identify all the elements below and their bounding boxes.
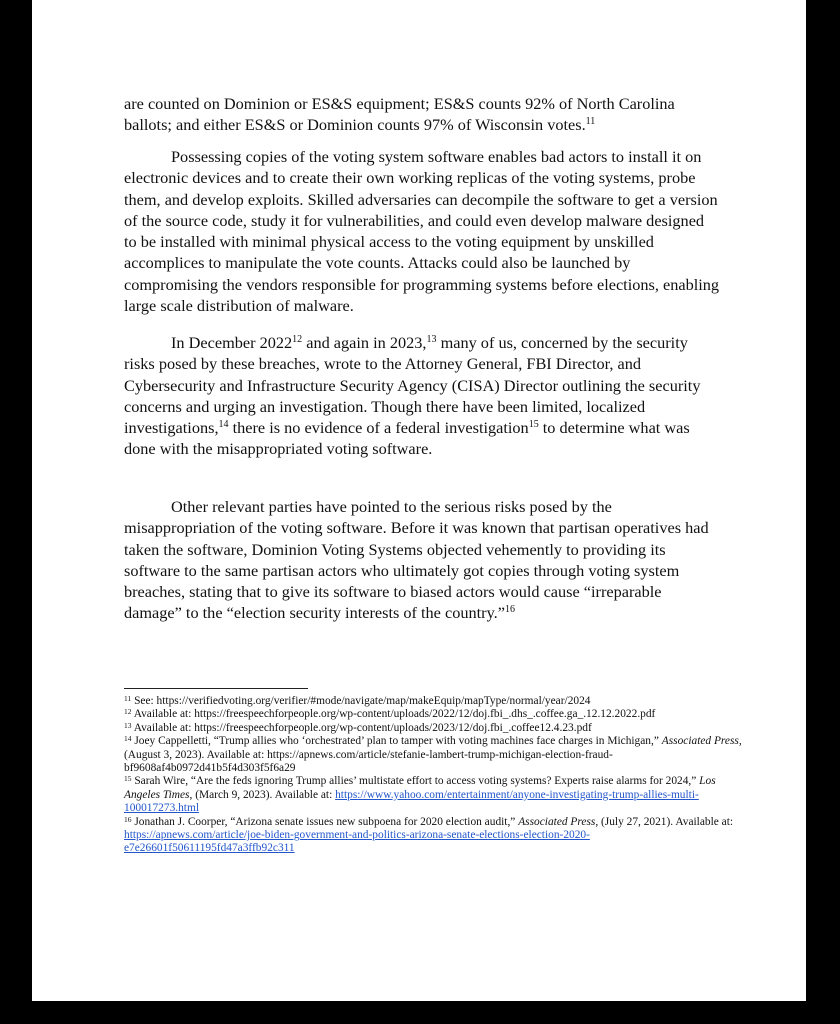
document-page bbox=[32, 0, 806, 1001]
footnotes-section bbox=[124, 695, 744, 856]
footnote-16 bbox=[124, 816, 744, 856]
footnote-ref-15[interactable]: 15 bbox=[528, 419, 539, 431]
footnote-divider bbox=[124, 688, 308, 689]
paragraph-3-text-c: many of us, concerned by the security risks posed by these breaches, wrote to the Attorney General, FBI Director, and Cybersecurity and Infrastructure Security Agency (CISA) Director outlining the security concerns and urging an investigation. Though there have been limited, localized investigations, bbox=[124, 333, 701, 438]
footnote-text: Joey Cappelletti, “Trump allies who ‘orchestrated’ plan to tamper with voting machines face charges in Michigan,” bbox=[131, 735, 662, 748]
footnote-text: Available at: https://freespeechforpeople.org/wp-content/uploads/2023/12/doj.fbi_.coffee12.4.23.pdf bbox=[131, 721, 592, 734]
footnote-ref-12[interactable]: 12 bbox=[292, 334, 303, 345]
footnote-number: 12 bbox=[124, 707, 132, 717]
paragraph-4-text: Other relevant parties have pointed to the serious risks posed by the misappropriation of the voting software. Before it was known that partisan operatives had taken the software, Dominion Voting Systems objected vehemently to providing its software to the same partisan actors who ultimately got copies through voting system breaches, stating that to give its software to biased actors would cause “irreparable damage” to the “election security interests of the country.” bbox=[124, 497, 709, 623]
paragraph-3 bbox=[124, 332, 720, 460]
footnote-number: 11 bbox=[124, 694, 132, 703]
paragraph-3-text-b: and again in 2023, bbox=[302, 333, 427, 352]
footnote-text: Jonathan J. Coorper, “Arizona senate issues new subpoena for 2020 election audit,” bbox=[131, 815, 519, 828]
paragraph-3-text-d: there is no evidence of a federal investigation bbox=[228, 418, 529, 438]
footnote-source: Los Angeles Times bbox=[124, 775, 716, 801]
footnote-11 bbox=[124, 695, 744, 708]
footnote-ref-13[interactable]: 13 bbox=[426, 334, 437, 345]
footnote-link[interactable]: https://www.yahoo.com/entertainment/anyone-investigating-trump-allies-multi-100017273.html bbox=[124, 788, 699, 815]
footnote-source: Associated Press bbox=[661, 735, 739, 748]
paragraph-2 bbox=[124, 146, 720, 316]
footnote-number: 15 bbox=[124, 774, 132, 784]
footnote-15 bbox=[124, 775, 744, 815]
footnote-ref-11[interactable]: 11 bbox=[585, 116, 596, 128]
footnote-ref-14[interactable]: 14 bbox=[218, 419, 229, 431]
footnote-source: Associated Press bbox=[518, 815, 596, 828]
footnote-number: 13 bbox=[124, 720, 132, 730]
paragraph-1 bbox=[124, 93, 720, 136]
footnote-text: , (July 27, 2021). Available at: bbox=[595, 815, 734, 828]
footnote-text: Available at: https://freespeechforpeople.org/wp-content/uploads/2022/12/doj.fbi_.dhs_.coffee.ga_.12.12.2022.pdf bbox=[131, 708, 656, 721]
footnote-text: , (March 9, 2023). Available at: bbox=[189, 788, 336, 801]
footnote-14 bbox=[124, 735, 744, 775]
footnote-13 bbox=[124, 722, 744, 735]
footnote-text: Sarah Wire, “Are the feds ignoring Trump allies’ multistate effort to access voting systems? Experts raise alarms for 2024,” bbox=[131, 775, 700, 788]
paragraph-1-text: are counted on Dominion or ES&S equipment; ES&S counts 92% of North Carolina ballots; and either ES&S or Dominion counts 97% of Wisconsin votes. bbox=[124, 94, 675, 135]
footnote-12 bbox=[124, 708, 744, 721]
footnote-text: See: https://verifiedvoting.org/verifier/#mode/navigate/map/makeEquip/mapType/normal/year/2024 bbox=[131, 695, 591, 707]
footnote-ref-16[interactable]: 16 bbox=[504, 604, 515, 616]
footnote-link[interactable]: https://apnews.com/article/joe-biden-government-and-politics-arizona-senate-elections-election-2020-e7e26601f50611195fd47a3ffb92c311 bbox=[124, 829, 590, 855]
paragraph-3-text-a: In December 2022 bbox=[171, 333, 293, 352]
footnote-number: 16 bbox=[124, 814, 132, 824]
footnote-number: 14 bbox=[124, 734, 132, 744]
paragraph-3-text-e: to determine what was done with the misappropriated voting software. bbox=[124, 418, 690, 459]
paragraph-2-text: Possessing copies of the voting system software enables bad actors to install it on electronic devices and to create their own working replicas of the voting systems, probe them, and develop exploits. Skilled adversaries can decompile the software to get a version of the source code, study it for vulnerabilities, and could even develop malware designed to be installed with minimal physical access to the voting equipment by unskilled accomplices to manipulate the vote counts. Attacks could also be launched by compromising the vendors responsible for programming systems before elections, enabling large scale distribution of malware. bbox=[124, 147, 720, 316]
footnote-text: , (August 3, 2023). Available at: https://apnews.com/article/stefanie-lambert-trump-michigan-election-fraud-bf9608af4b0972d41b5f4d303f5f6a29 bbox=[124, 735, 742, 775]
paragraph-4 bbox=[124, 496, 720, 624]
